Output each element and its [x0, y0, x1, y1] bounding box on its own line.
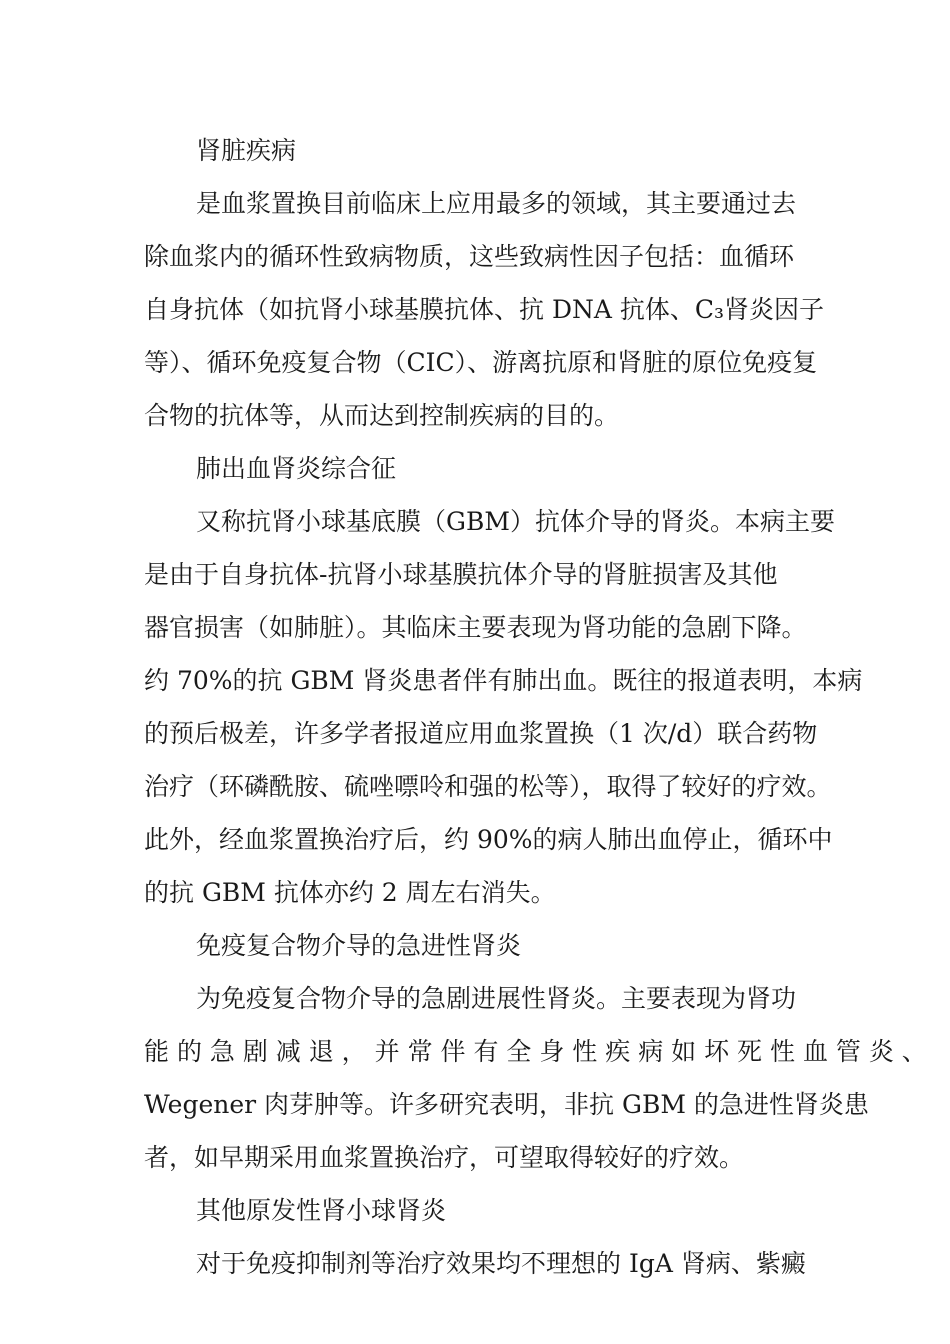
paragraph-line: 的预后极差，许多学者报道应用血浆置换（1 次/d）联合药物	[144, 719, 818, 748]
section-heading-immune-complex-nephritis: 免疫复合物介导的急进性肾炎	[196, 931, 522, 960]
section-heading-goodpasture: 肺出血肾炎综合征	[196, 454, 397, 483]
document-body	[144, 124, 927, 1290]
paragraph-line: 又称抗肾小球基底膜（GBM）抗体介导的肾炎。本病主要	[196, 507, 835, 536]
paragraph-line: 对于免疫抑制剂等治疗效果均不理想的 IgA 肾病、紫癜	[196, 1249, 806, 1278]
paragraph-line: 能 的 急 剧 减 退 ， 并 常 伴 有 全 身 性 疾 病 如 坏 死 性 血 管 炎 、	[144, 1037, 927, 1066]
paragraph-line: Wegener 肉芽肿等。许多研究表明，非抗 GBM 的急进性肾炎患	[144, 1090, 869, 1119]
paragraph-line: 器官损害（如肺脏）。其临床主要表现为肾功能的急剧下降。	[144, 613, 807, 642]
paragraph-line: 治疗（环磷酰胺、硫唑嘌呤和强的松等），取得了较好的疗效。	[144, 772, 832, 801]
paragraph-line: 的抗 GBM 抗体亦约 2 周左右消失。	[144, 878, 556, 907]
paragraph-line: 合物的抗体等，从而达到控制疾病的目的。	[144, 401, 620, 430]
section-heading-kidney-disease: 肾脏疾病	[196, 136, 297, 165]
paragraph-line: 为免疫复合物介导的急剧进展性肾炎。主要表现为肾功	[196, 984, 797, 1013]
paragraph-line: 除血浆内的循环性致病物质，这些致病性因子包括：血循环	[144, 242, 795, 271]
paragraph-line: 是由于自身抗体-抗肾小球基膜抗体介导的肾脏损害及其他	[144, 560, 778, 589]
paragraph-line: 约 70%的抗 GBM 肾炎患者伴有肺出血。既往的报道表明，本病	[144, 666, 863, 695]
section-heading-other-glomerulonephritis: 其他原发性肾小球肾炎	[196, 1196, 447, 1225]
paragraph-line: 者，如早期采用血浆置换治疗，可望取得较好的疗效。	[144, 1143, 745, 1172]
paragraph-line: 等）、循环免疫复合物（CIC）、游离抗原和肾脏的原位免疫复	[144, 348, 818, 377]
paragraph-line: 自身抗体（如抗肾小球基膜抗体、抗 DNA 抗体、C₃肾炎因子	[144, 295, 825, 324]
paragraph-line: 此外，经血浆置换治疗后，约 90%的病人肺出血停止，循环中	[144, 825, 833, 854]
paragraph-line: 是血浆置换目前临床上应用最多的领域，其主要通过去	[196, 189, 797, 218]
